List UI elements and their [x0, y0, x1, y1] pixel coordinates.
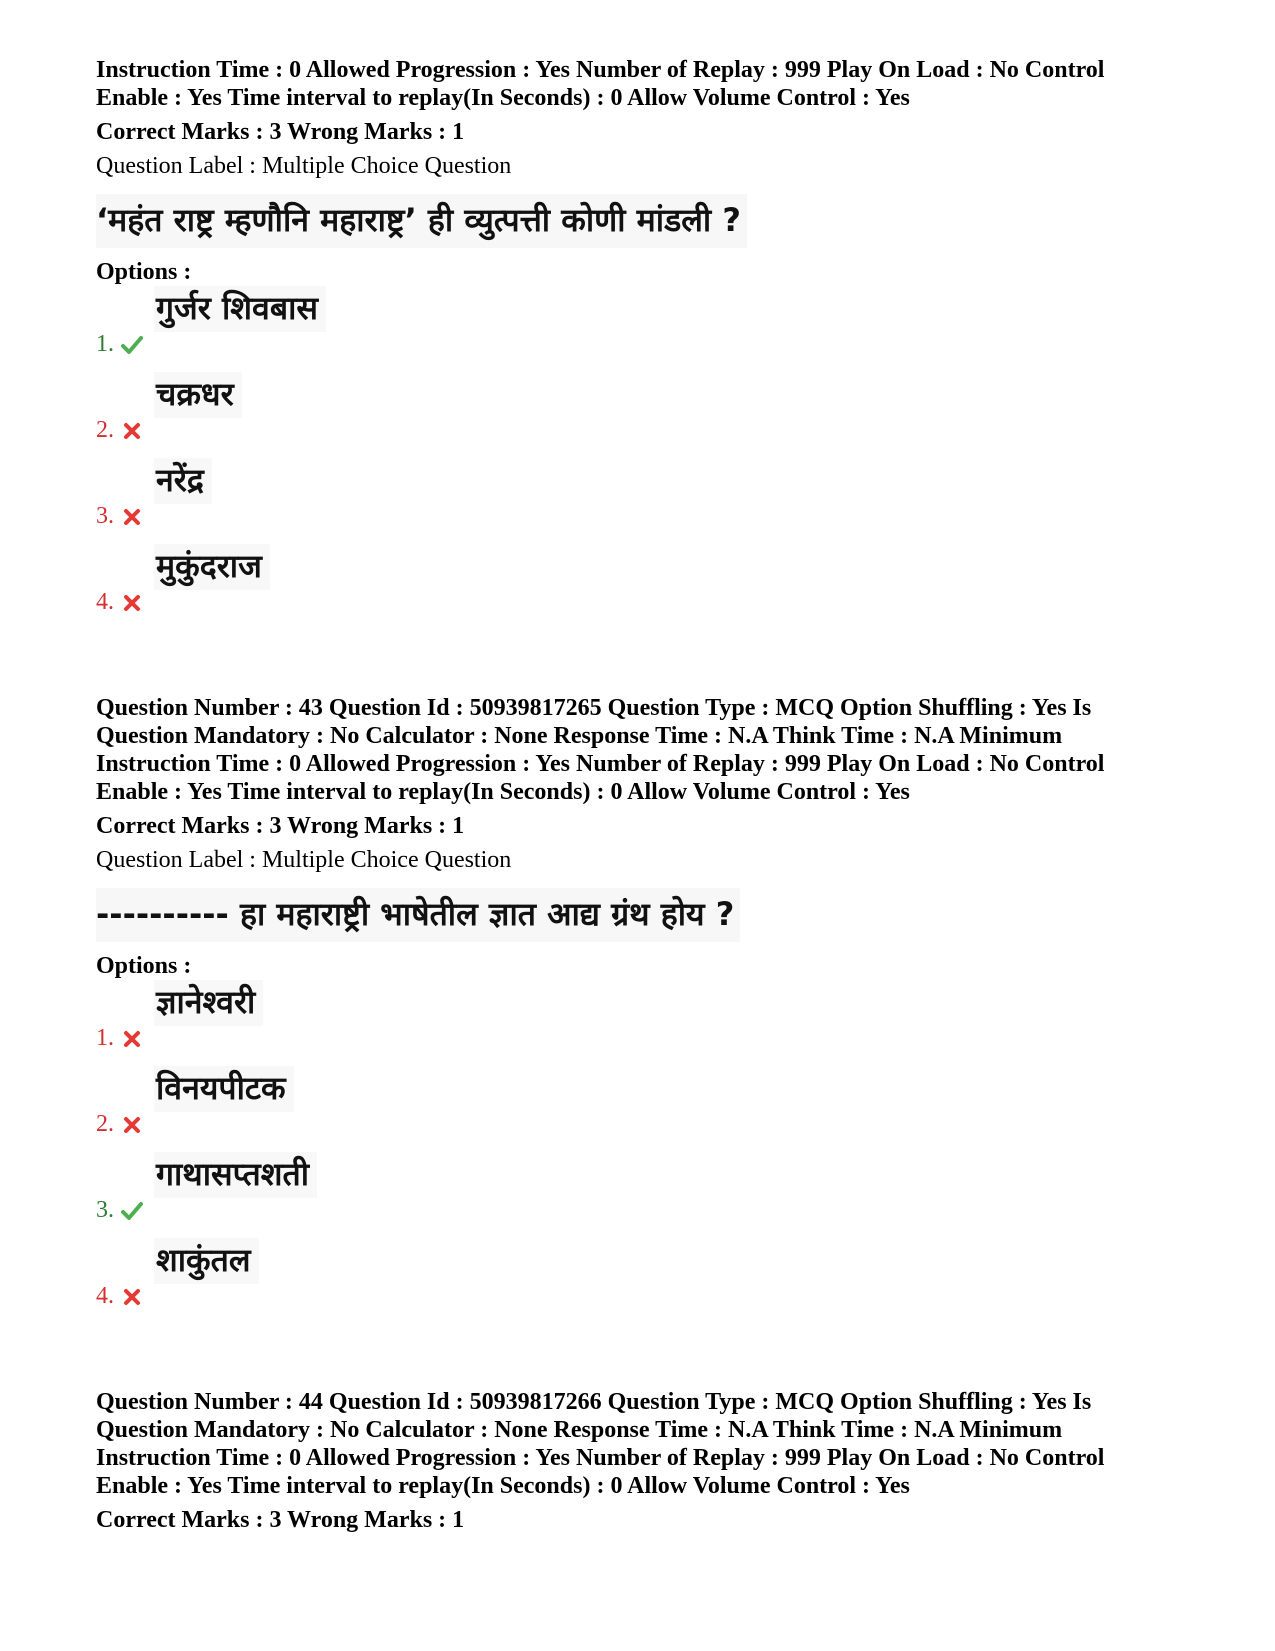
- option-text: ज्ञानेश्वरी: [154, 980, 263, 1026]
- check-icon: [121, 1200, 143, 1222]
- option-number: 1.: [96, 331, 114, 357]
- option-text: शाकुंतल: [154, 1238, 259, 1284]
- cross-icon: [121, 592, 143, 614]
- meta-line: Enable : Yes Time interval to replay(In Seconds) : 0 Allow Volume Control : Yes: [96, 1473, 910, 1499]
- question-label: Question Label : Multiple Choice Question: [96, 847, 512, 873]
- marks-line: Correct Marks : 3 Wrong Marks : 1: [96, 119, 465, 145]
- option-text: मुकुंदराज: [154, 544, 270, 590]
- question-block-43: [96, 694, 1196, 1324]
- option-number: 2.: [96, 1111, 114, 1137]
- option-item: [96, 1238, 1196, 1324]
- marks-line: Correct Marks : 3 Wrong Marks : 1: [96, 1507, 465, 1533]
- meta-line: Question Mandatory : No Calculator : None Response Time : N.A Think Time : N.A Minimum: [96, 1417, 1063, 1443]
- option-item: [96, 1066, 1196, 1152]
- question-block-42: [96, 56, 1196, 630]
- check-icon: [121, 334, 143, 356]
- question-text: ---------- हा महाराष्ट्री भाषेतील ज्ञात आद्य ग्रंथ होय ?: [96, 888, 740, 942]
- option-item: [96, 458, 1196, 544]
- cross-icon: [121, 1286, 143, 1308]
- cross-icon: [121, 420, 143, 442]
- meta-line: Enable : Yes Time interval to replay(In Seconds) : 0 Allow Volume Control : Yes: [96, 85, 910, 111]
- option-item: [96, 980, 1196, 1066]
- option-text: चक्रधर: [154, 372, 242, 418]
- spacer: [96, 630, 1196, 694]
- option-text: विनयपीटक: [154, 1066, 294, 1112]
- meta-line: Instruction Time : 0 Allowed Progression : Yes Number of Replay : 999 Play On Load : No Control: [96, 1445, 1105, 1471]
- option-number: 2.: [96, 417, 114, 443]
- options-heading: Options :: [96, 259, 192, 285]
- meta-line: Instruction Time : 0 Allowed Progression : Yes Number of Replay : 999 Play On Load : No Control: [96, 57, 1105, 83]
- meta-line: Question Mandatory : No Calculator : None Response Time : N.A Think Time : N.A Minimum: [96, 723, 1063, 749]
- option-text: नरेंद्र: [154, 458, 212, 504]
- meta-line: Enable : Yes Time interval to replay(In Seconds) : 0 Allow Volume Control : Yes: [96, 779, 910, 805]
- option-item: [96, 1152, 1196, 1238]
- option-number: 1.: [96, 1025, 114, 1051]
- options-heading: Options :: [96, 953, 192, 979]
- meta-line: Instruction Time : 0 Allowed Progression : Yes Number of Replay : 999 Play On Load : No Control: [96, 751, 1105, 777]
- spacer: [96, 1324, 1196, 1388]
- cross-icon: [121, 506, 143, 528]
- cross-icon: [121, 1114, 143, 1136]
- option-number: 4.: [96, 1283, 114, 1309]
- option-number: 3.: [96, 503, 114, 529]
- question-label: Question Label : Multiple Choice Question: [96, 153, 512, 179]
- question-text: ‘महंत राष्ट्र म्हणौनि महाराष्ट्र’ ही व्युत्पत्ती कोणी मांडली ?: [96, 194, 747, 248]
- option-item: [96, 286, 1196, 372]
- option-number: 3.: [96, 1197, 114, 1223]
- option-text: गुर्जर शिवबास: [154, 286, 326, 332]
- marks-line: Correct Marks : 3 Wrong Marks : 1: [96, 813, 465, 839]
- question-paper-page: [96, 56, 1196, 1534]
- meta-line: Question Number : 44 Question Id : 50939817266 Question Type : MCQ Option Shuffling : Yes Is: [96, 1389, 1092, 1415]
- meta-line: Question Number : 43 Question Id : 50939817265 Question Type : MCQ Option Shuffling : Yes Is: [96, 695, 1092, 721]
- option-item: [96, 372, 1196, 458]
- option-number: 4.: [96, 589, 114, 615]
- cross-icon: [121, 1028, 143, 1050]
- option-text: गाथासप्तशती: [154, 1152, 317, 1198]
- question-block-44: [96, 1388, 1196, 1534]
- option-item: [96, 544, 1196, 630]
